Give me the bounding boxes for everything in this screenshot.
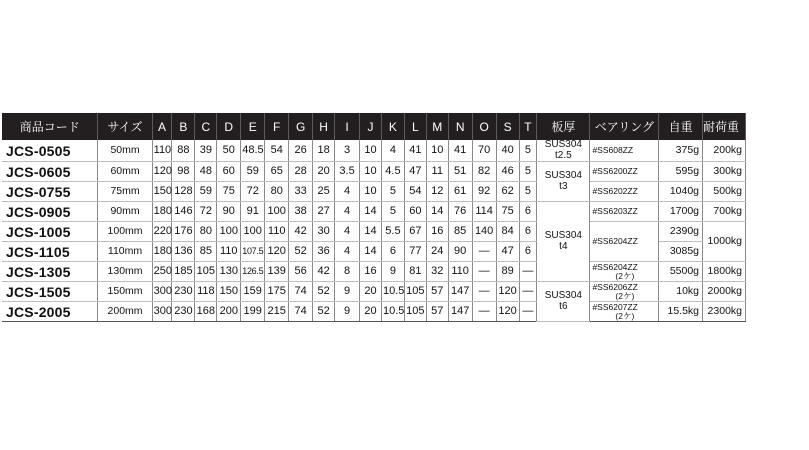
dim-k-cell: 5 (381, 182, 404, 202)
product-code-cell: JCS-0755 (2, 182, 98, 202)
dim-g-cell: 26 (289, 140, 313, 162)
dim-l-cell: 77 (404, 242, 426, 262)
dim-k-cell: 5 (381, 202, 404, 222)
dim-a-cell: 150 (152, 182, 172, 202)
plate-thickness-cell (537, 162, 590, 202)
dim-b-cell: 128 (172, 182, 195, 202)
dim-k-cell: 10.5 (381, 282, 404, 302)
dim-s-cell: 89 (496, 262, 519, 282)
dim-t-cell: 5 (519, 182, 537, 202)
dim-t-cell: 5 (519, 162, 537, 182)
header-load (703, 113, 809, 140)
dim-i-cell: 4 (335, 182, 360, 202)
bearing-model: #SS608ZZ (592, 145, 634, 156)
dim-c-cell: 105 (195, 262, 217, 282)
dim-e-cell: 59 (241, 162, 265, 182)
table-row (2, 140, 746, 162)
dim-j-cell: 14 (360, 222, 382, 242)
dim-e-cell: 199 (241, 302, 265, 322)
table-row (2, 262, 746, 282)
table-row (2, 182, 746, 202)
dim-h-cell: 20 (313, 162, 335, 182)
size-cell: 130mm (98, 262, 152, 282)
dim-t-cell: — (519, 262, 537, 282)
dim-a-cell: 300 (152, 302, 172, 322)
plate-material: SUS304 (544, 170, 582, 181)
dim-f-cell: 100 (265, 202, 289, 222)
header-a: A (152, 113, 172, 140)
dim-k-cell: 9 (381, 262, 404, 282)
dim-i-cell: 4 (335, 202, 360, 222)
dim-m-cell: 16 (426, 222, 448, 242)
dim-o-cell: 140 (472, 222, 496, 242)
dim-c-cell: 48 (195, 162, 217, 182)
spec-table (2, 113, 809, 322)
header-size: サイズ (98, 113, 152, 140)
dim-f-cell: 80 (265, 182, 289, 202)
plate-thickness: t4 (559, 240, 568, 252)
dim-c-cell: 39 (195, 140, 217, 162)
bearing-cell (590, 282, 659, 302)
table-body (2, 140, 746, 322)
dim-i-cell: 3 (335, 140, 360, 162)
dim-s-cell: 40 (496, 140, 519, 162)
bearing-cell (590, 182, 659, 202)
product-code-cell: JCS-0505 (2, 140, 98, 162)
dim-c-cell: 118 (195, 282, 217, 302)
plate-material: SUS304 (544, 230, 582, 241)
dim-c-cell: 168 (195, 302, 217, 322)
dim-h-cell: 36 (313, 242, 335, 262)
size-cell: 50mm (98, 140, 152, 162)
bearing-model: #SS6207ZZ (592, 302, 638, 313)
dim-d-cell: 100 (217, 222, 241, 242)
header-t: T (519, 113, 537, 140)
dim-b-cell: 230 (172, 302, 195, 322)
dim-d-cell: 60 (217, 162, 241, 182)
dim-b-cell: 88 (172, 140, 195, 162)
dim-f-cell: 175 (265, 282, 289, 302)
header-b: B (172, 113, 195, 140)
bearing-model: #SS6202ZZ (592, 186, 638, 197)
plate-thickness: t2.5 (555, 149, 572, 161)
dim-i-cell: 9 (335, 302, 360, 322)
size-cell: 100mm (98, 222, 152, 242)
dim-l-cell: 81 (404, 262, 426, 282)
dim-m-cell: 57 (426, 282, 448, 302)
weight-cell: 1040g (659, 182, 703, 202)
dim-g-cell: 42 (289, 222, 313, 242)
header-k: K (381, 113, 404, 140)
load-capacity-cell: 2000kg (703, 282, 746, 302)
header-m: M (426, 113, 448, 140)
bearing-cell (590, 302, 659, 322)
header-d: D (217, 113, 241, 140)
bearing-qty: (2ケ) (615, 310, 635, 321)
dim-k-cell: 10.5 (381, 302, 404, 322)
dim-c-cell: 85 (195, 242, 217, 262)
dim-a-cell: 300 (152, 282, 172, 302)
dim-f-cell: 65 (265, 162, 289, 182)
dim-a-cell: 250 (152, 262, 172, 282)
dim-k-cell: 6 (381, 242, 404, 262)
dim-g-cell: 74 (289, 282, 313, 302)
dim-b-cell: 230 (172, 282, 195, 302)
dim-g-cell: 74 (289, 302, 313, 322)
dim-f-cell: 110 (265, 222, 289, 242)
header-s: S (496, 113, 519, 140)
header-g: G (289, 113, 313, 140)
dim-i-cell: 3.5 (335, 162, 360, 182)
header-row (2, 113, 746, 140)
dim-b-cell: 176 (172, 222, 195, 242)
dim-o-cell: — (472, 302, 496, 322)
header-n: N (448, 113, 472, 140)
dim-n-cell: 76 (448, 202, 472, 222)
header-bearing: ベアリング (590, 113, 659, 140)
dim-s-cell: 75 (496, 202, 519, 222)
dim-d-cell: 90 (217, 202, 241, 222)
header-load-label: 耐荷重 (703, 119, 740, 134)
dim-k-cell: 4.5 (381, 162, 404, 182)
header-h: H (313, 113, 335, 140)
product-code-cell: JCS-2005 (2, 302, 98, 322)
header-code: 商品コード (2, 113, 98, 140)
header-c: C (195, 113, 217, 140)
header-o: O (472, 113, 496, 140)
dim-o-cell: 82 (472, 162, 496, 182)
dim-e-cell: 126.5 (241, 262, 265, 282)
dim-n-cell: 147 (448, 302, 472, 322)
table-row (2, 302, 746, 322)
size-cell: 60mm (98, 162, 152, 182)
table-row (2, 282, 746, 302)
dim-i-cell: 4 (335, 222, 360, 242)
dim-t-cell: 5 (519, 140, 537, 162)
dim-n-cell: 51 (448, 162, 472, 182)
size-cell: 200mm (98, 302, 152, 322)
dim-e-cell: 72 (241, 182, 265, 202)
dim-d-cell: 75 (217, 182, 241, 202)
load-capacity-cell: 1800kg (703, 262, 746, 282)
load-capacity-cell: 2300kg (703, 302, 746, 322)
dim-o-cell: 92 (472, 182, 496, 202)
dim-a-cell: 220 (152, 222, 172, 242)
dim-a-cell: 180 (152, 242, 172, 262)
product-code-cell: JCS-0905 (2, 202, 98, 222)
dim-c-cell: 72 (195, 202, 217, 222)
dim-o-cell: — (472, 242, 496, 262)
size-cell: 90mm (98, 202, 152, 222)
dim-m-cell: 12 (426, 182, 448, 202)
dim-c-cell: 59 (195, 182, 217, 202)
dim-j-cell: 10 (360, 162, 382, 182)
load-capacity-cell: 1000kg (703, 222, 746, 262)
bearing-model: #SS6204ZZ (592, 236, 638, 247)
dim-h-cell: 30 (313, 222, 335, 242)
weight-cell: 10kg (659, 282, 703, 302)
dim-m-cell: 11 (426, 162, 448, 182)
dim-k-cell: 5.5 (381, 222, 404, 242)
dim-s-cell: 120 (496, 302, 519, 322)
size-cell: 75mm (98, 182, 152, 202)
dim-o-cell: 114 (472, 202, 496, 222)
weight-cell: 15.5kg (659, 302, 703, 322)
dim-t-cell: 6 (519, 242, 537, 262)
dim-s-cell: 62 (496, 182, 519, 202)
dim-b-cell: 136 (172, 242, 195, 262)
dim-n-cell: 90 (448, 242, 472, 262)
load-capacity-cell: 300kg (703, 162, 746, 182)
header-weight: 自重 (659, 113, 703, 140)
dim-t-cell: — (519, 282, 537, 302)
dim-g-cell: 56 (289, 262, 313, 282)
product-code-cell: JCS-1305 (2, 262, 98, 282)
dim-t-cell: 6 (519, 202, 537, 222)
dim-s-cell: 46 (496, 162, 519, 182)
header-plate: 板厚 (537, 113, 590, 140)
header-i: I (335, 113, 360, 140)
dim-m-cell: 57 (426, 302, 448, 322)
plate-thickness: t3 (559, 180, 568, 192)
dim-f-cell: 120 (265, 242, 289, 262)
plate-thickness-cell (537, 282, 590, 322)
dim-c-cell: 80 (195, 222, 217, 242)
dim-n-cell: 147 (448, 282, 472, 302)
bearing-cell (590, 162, 659, 182)
dim-f-cell: 215 (265, 302, 289, 322)
bearing-model: #SS6206ZZ (592, 282, 638, 293)
dim-h-cell: 42 (313, 262, 335, 282)
header-load-sub: （2ケ当り） (742, 119, 809, 134)
dim-e-cell: 48.5 (241, 140, 265, 162)
dim-b-cell: 146 (172, 202, 195, 222)
dim-l-cell: 54 (404, 182, 426, 202)
dim-s-cell: 84 (496, 222, 519, 242)
dim-j-cell: 14 (360, 202, 382, 222)
dim-l-cell: 105 (404, 282, 426, 302)
dim-h-cell: 52 (313, 282, 335, 302)
bearing-model: #SS6204ZZ (592, 262, 638, 273)
load-capacity-cell: 200kg (703, 140, 746, 162)
dim-d-cell: 130 (217, 262, 241, 282)
size-cell: 110mm (98, 242, 152, 262)
dim-n-cell: 61 (448, 182, 472, 202)
dim-i-cell: 9 (335, 282, 360, 302)
load-capacity-cell: 700kg (703, 202, 746, 222)
plate-thickness-cell (537, 202, 590, 282)
dim-e-cell: 159 (241, 282, 265, 302)
bearing-cell (590, 222, 659, 262)
dim-t-cell: — (519, 302, 537, 322)
dim-s-cell: 120 (496, 282, 519, 302)
plate-material: SUS304 (544, 139, 582, 150)
bearing-cell (590, 202, 659, 222)
plate-thickness-cell (537, 140, 590, 162)
dim-a-cell: 120 (152, 162, 172, 182)
plate-material: SUS304 (544, 290, 582, 301)
dim-d-cell: 50 (217, 140, 241, 162)
dim-s-cell: 47 (496, 242, 519, 262)
dim-g-cell: 33 (289, 182, 313, 202)
weight-cell: 3085g (659, 242, 703, 262)
dim-g-cell: 28 (289, 162, 313, 182)
dim-m-cell: 24 (426, 242, 448, 262)
header-f: F (265, 113, 289, 140)
product-code-cell: JCS-1505 (2, 282, 98, 302)
header-l: L (404, 113, 426, 140)
product-code-cell: JCS-1105 (2, 242, 98, 262)
dim-n-cell: 41 (448, 140, 472, 162)
dim-d-cell: 150 (217, 282, 241, 302)
dim-j-cell: 14 (360, 242, 382, 262)
dim-m-cell: 14 (426, 202, 448, 222)
table-row (2, 162, 746, 182)
dim-o-cell: — (472, 262, 496, 282)
product-code-cell: JCS-0605 (2, 162, 98, 182)
dim-a-cell: 180 (152, 202, 172, 222)
dim-f-cell: 139 (265, 262, 289, 282)
dim-l-cell: 41 (404, 140, 426, 162)
load-capacity-cell: 500kg (703, 182, 746, 202)
weight-cell: 5500g (659, 262, 703, 282)
dim-d-cell: 110 (217, 242, 241, 262)
dim-e-cell: 107.5 (241, 242, 265, 262)
dim-j-cell: 16 (360, 262, 382, 282)
dim-e-cell: 91 (241, 202, 265, 222)
bearing-model: #SS6200ZZ (592, 166, 638, 177)
dim-i-cell: 4 (335, 242, 360, 262)
dim-o-cell: 70 (472, 140, 496, 162)
dim-e-cell: 100 (241, 222, 265, 242)
bearing-cell (590, 140, 659, 162)
dim-f-cell: 54 (265, 140, 289, 162)
dim-n-cell: 85 (448, 222, 472, 242)
dim-g-cell: 38 (289, 202, 313, 222)
dim-t-cell: 6 (519, 222, 537, 242)
dim-j-cell: 10 (360, 182, 382, 202)
dim-j-cell: 10 (360, 140, 382, 162)
dim-n-cell: 110 (448, 262, 472, 282)
dim-h-cell: 52 (313, 302, 335, 322)
dim-j-cell: 20 (360, 282, 382, 302)
weight-cell: 1700g (659, 202, 703, 222)
dim-h-cell: 27 (313, 202, 335, 222)
dim-b-cell: 98 (172, 162, 195, 182)
dim-m-cell: 10 (426, 140, 448, 162)
weight-cell: 375g (659, 140, 703, 162)
dim-l-cell: 60 (404, 202, 426, 222)
dim-l-cell: 105 (404, 302, 426, 322)
table-row (2, 222, 746, 242)
dim-l-cell: 67 (404, 222, 426, 242)
dim-b-cell: 185 (172, 262, 195, 282)
plate-thickness: t6 (559, 300, 568, 312)
bearing-qty: (2ケ) (615, 290, 635, 301)
dim-j-cell: 20 (360, 302, 382, 322)
dim-d-cell: 200 (217, 302, 241, 322)
dim-h-cell: 25 (313, 182, 335, 202)
dim-l-cell: 47 (404, 162, 426, 182)
header-j: J (360, 113, 382, 140)
table-row (2, 202, 746, 222)
dim-g-cell: 52 (289, 242, 313, 262)
dim-m-cell: 32 (426, 262, 448, 282)
dim-k-cell: 4 (381, 140, 404, 162)
dim-i-cell: 8 (335, 262, 360, 282)
bearing-model: #SS6203ZZ (592, 206, 638, 217)
size-cell: 150mm (98, 282, 152, 302)
weight-cell: 2390g (659, 222, 703, 242)
weight-cell: 595g (659, 162, 703, 182)
bearing-qty: (2ケ) (615, 270, 635, 281)
header-e: E (241, 113, 265, 140)
dim-o-cell: — (472, 282, 496, 302)
dim-a-cell: 110 (152, 140, 172, 162)
dim-h-cell: 18 (313, 140, 335, 162)
bearing-cell (590, 262, 659, 282)
product-code-cell: JCS-1005 (2, 222, 98, 242)
